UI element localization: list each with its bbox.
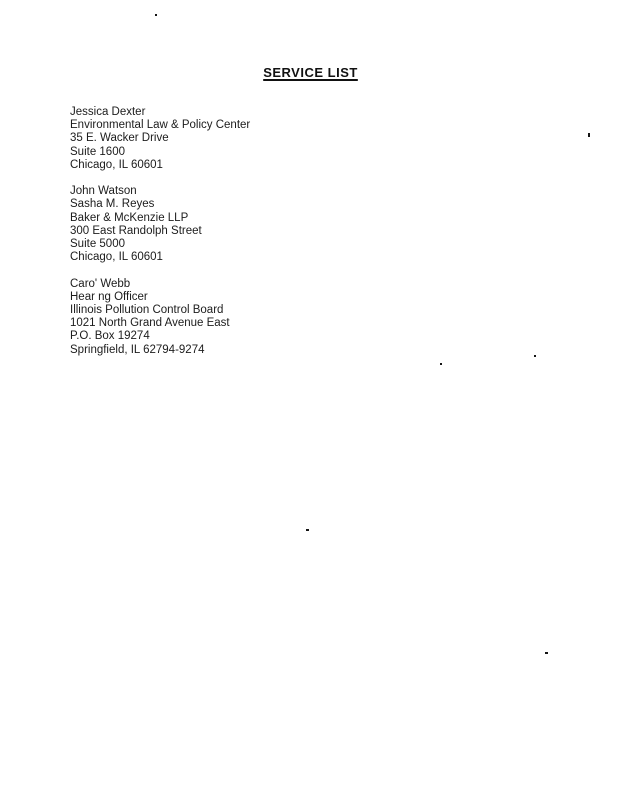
address-line: Springfield, IL 62794-9274	[70, 343, 205, 356]
scan-speck	[306, 529, 309, 531]
scan-speck	[588, 133, 590, 137]
service-list-content	[70, 106, 621, 357]
address-block-hearing-officer	[70, 278, 621, 357]
address-line: Environmental Law & Policy Center	[70, 119, 251, 132]
address-line: Suite 5000	[70, 238, 125, 251]
document-title	[0, 0, 621, 82]
scan-speck	[534, 355, 536, 357]
scan-speck	[155, 14, 157, 16]
scan-speck	[440, 363, 442, 365]
address-line: 1021 North Grand Avenue East	[70, 317, 230, 330]
address-line: 300 East Randolph Street	[70, 224, 202, 237]
address-line: Chicago, IL 60601	[70, 158, 163, 171]
address-line: Jessica Dexter	[70, 106, 146, 118]
address-line: Chicago, IL 60601	[70, 251, 163, 264]
address-line: Illinois Pollution Control Board	[70, 304, 224, 317]
address-line: Sasha M. Reyes	[70, 198, 155, 211]
address-line: 35 E. Wacker Drive	[70, 132, 169, 145]
document-title-text: SERVICE LIST	[263, 65, 358, 80]
address-line: P.O. Box 19274	[70, 330, 150, 343]
address-line: Caro' Webb	[70, 277, 131, 290]
address-block-jessica-dexter	[70, 106, 621, 172]
address-line: Suite 1600	[70, 145, 125, 158]
address-line: John Watson	[70, 185, 137, 198]
address-line: Baker & McKenzie LLP	[70, 211, 189, 224]
scan-speck	[545, 652, 548, 654]
address-block-john-watson	[70, 185, 621, 264]
address-line: Hear ng Officer	[70, 290, 148, 303]
